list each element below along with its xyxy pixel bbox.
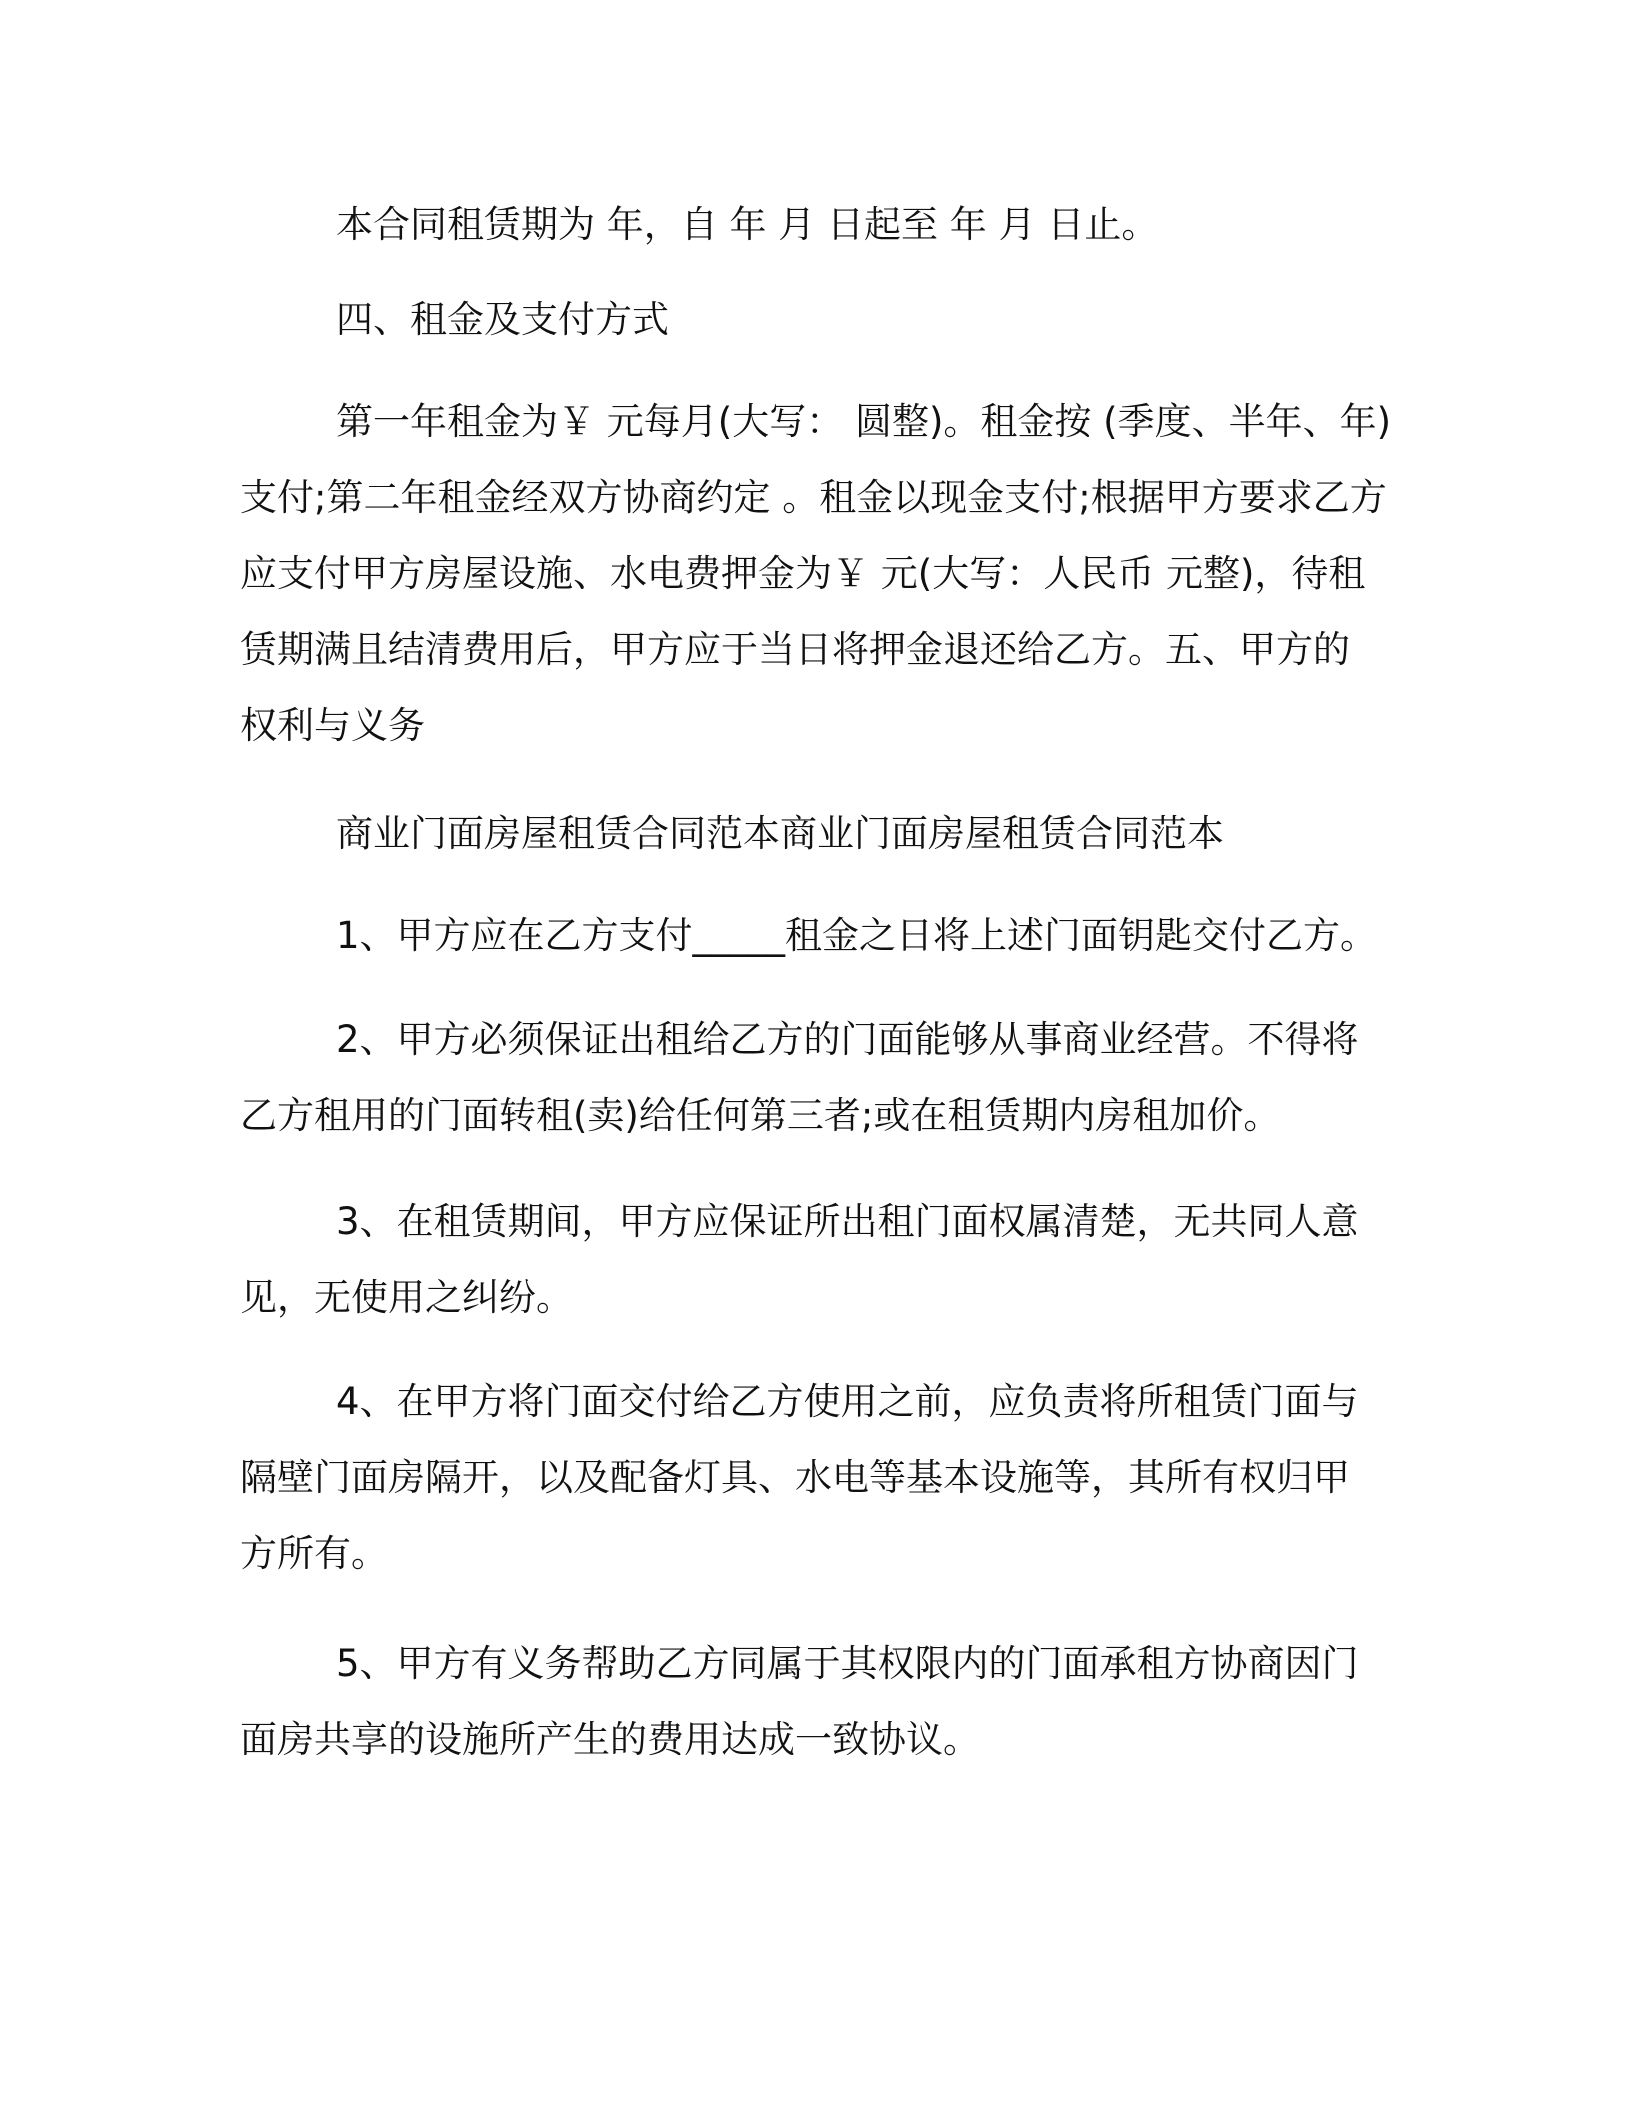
text-line: 商业门面房屋租赁合同范本商业门面房屋租赁合同范本 bbox=[336, 812, 1224, 855]
text-line: 应支付甲方房屋设施、水电费押金为￥ 元(大写：人民币 元整)，待租 bbox=[240, 552, 1366, 595]
text-line: 赁期满且结清费用后，甲方应于当日将押金退还给乙方。五、甲方的 bbox=[240, 628, 1350, 671]
paragraph-clause-2 bbox=[240, 1002, 1400, 1154]
text-line: 方所有。 bbox=[240, 1532, 388, 1575]
text-line: 4、在甲方将门面交付给乙方使用之前，应负责将所租赁门面与 bbox=[336, 1380, 1359, 1423]
paragraph-clause-3 bbox=[240, 1184, 1400, 1336]
text-line: 乙方租用的门面转租(卖)给任何第三者;或在租赁期内房租加价。 bbox=[240, 1094, 1281, 1137]
paragraph-clause-4 bbox=[240, 1364, 1400, 1592]
paragraph-clause-5 bbox=[240, 1626, 1400, 1778]
text-line: 权利与义务 bbox=[240, 704, 425, 747]
text-line: 第一年租金为￥ 元每月(大写： 圆整)。租金按 (季度、半年、年) bbox=[336, 400, 1392, 443]
text-line: 3、在租赁期间，甲方应保证所出租门面权属清楚，无共同人意 bbox=[336, 1200, 1359, 1243]
paragraph-repeated-title bbox=[240, 796, 1400, 872]
section-heading-rent bbox=[240, 282, 1400, 358]
text-line: 本合同租赁期为 年，自 年 月 日起至 年 月 日止。 bbox=[336, 203, 1159, 246]
text-line: 面房共享的设施所产生的费用达成一致协议。 bbox=[240, 1718, 980, 1761]
text-line: 5、甲方有义务帮助乙方同属于其权限内的门面承租方协商因门 bbox=[336, 1642, 1359, 1685]
text-line: 隔壁门面房隔开，以及配备灯具、水电等基本设施等，其所有权归甲 bbox=[240, 1456, 1350, 1499]
text-line: 四、租金及支付方式 bbox=[336, 298, 669, 341]
text-line: 2、甲方必须保证出租给乙方的门面能够从事商业经营。不得将 bbox=[336, 1018, 1359, 1061]
text-line: 见，无使用之纠纷。 bbox=[240, 1276, 573, 1319]
text-line: 1、甲方应在乙方支付_____租金之日将上述门面钥匙交付乙方。 bbox=[336, 914, 1378, 957]
paragraph-clause-1 bbox=[240, 898, 1400, 974]
paragraph-rent-payment bbox=[240, 384, 1400, 764]
paragraph-lease-term bbox=[240, 187, 1400, 263]
text-line: 支付;第二年租金经双方协商约定 。租金以现金支付;根据甲方要求乙方 bbox=[240, 476, 1387, 519]
